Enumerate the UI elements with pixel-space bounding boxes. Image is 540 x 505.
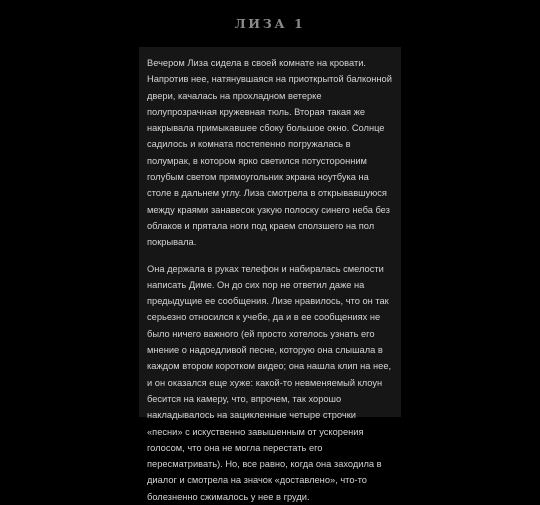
story-text-panel[interactable]: [139, 47, 401, 502]
chapter-title: ЛИЗА 1: [234, 16, 306, 31]
story-paragraph-1: Вечером Лиза сидела в своей комнате на кровати. Напротив нее, натянувшаяся на приоткрытой балконной двери, качалась на прохладном ветерке полупрозрачная кружевная тюль. Вторая такая же накрывала примыкавшее сбоку большое окно. Солнце садилось и комната постепенно погружалась в полумрак, в котором ярко светился потусторонним голубым светом прямоугольник экрана ноутбука на столе в дальнем углу. Лиза смотрела в открывавшуюся между краями занавесок узкую полоску синего неба без облаков и прятала ноги под краем сползшего на пол покрывала.: [147, 58, 392, 248]
story-paragraph-2: Она держала в руках телефон и набиралась смелости написать Диме. Он до сих пор не ответил даже на предыдущие ее сообщения. Лизе нравилось, что он так серьезно относился к учебе, да и в ее сообщениях не было ничего важного (ей просто хотелось узнать его мнение о надоедливой песне, которую она слышала в каждом втором коротком видео; она нашла клип на нее, и он оказался еще хуже: какой-то невменяемый клоун бесится на камеру, что, впрочем, так хорошо накладывалось на зацикленные четыре строчки «песни» с искуственно завышенным от ускорения голосом, что она не могла перестать его пересматривать). Но, все равно, когда она заходила в диалог и смотрела на значок «доставлено», что-то болезненно сжималось у нее в груди.: [147, 263, 392, 502]
